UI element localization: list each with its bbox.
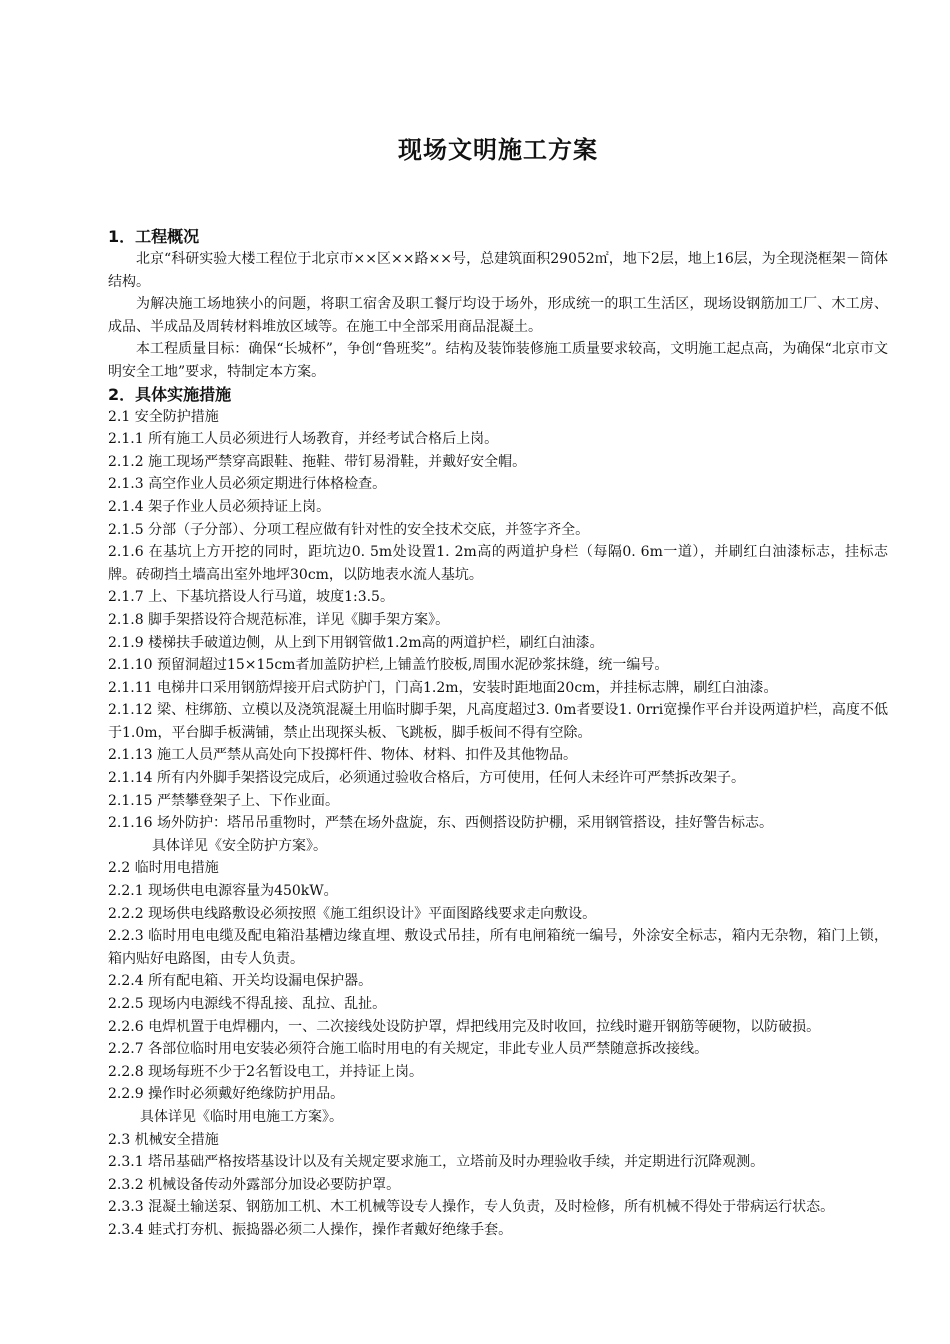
list-item: 2.2.4 所有配电箱、开关均设漏电保护器。 (108, 973, 373, 990)
list-item: 2.1.7 上、下基坑搭设人行马道，坡度1:3.5。 (108, 589, 394, 606)
section-heading-measures: 2．具体实施措施 (108, 384, 232, 404)
list-item: 2.1.16 场外防护：塔吊吊重物时，严禁在场外盘旋，东、西侧搭设防护棚，采用钢管搭设，挂好警告标志。 (108, 815, 773, 832)
list-item: 2.2.9 操作时必须戴好绝缘防护用品。 (108, 1086, 345, 1103)
list-item: 2.3.2 机械设备传动外露部分加设必要防护罩。 (108, 1176, 401, 1193)
list-item: 2.1.13 施工人员严禁从高处向下投掷杆件、物体、材料、扣件及其他物品。 (108, 747, 577, 764)
list-item: 2.1.2 施工现场严禁穿高跟鞋、拖鞋、带钉易滑鞋，并戴好安全帽。 (108, 453, 527, 470)
list-item: 2.2.7 各部位临时用电安装必须符合施工临时用电的有关规定，非此专业人员严禁随意拆改接线。 (108, 1041, 709, 1058)
list-item: 2.1.9 楼梯扶手破道边侧，从上到下用钢管做1.2m高的两道护栏，刷红白油漆。 (108, 634, 604, 651)
list-item: 2.3.1 塔吊基础严格按塔基设计以及有关规定要求施工，立塔前及时办理验收手续，并定期进行沉降观测。 (108, 1154, 765, 1171)
list-item: 2.2.2 现场供电线路敷设必须按照《施工组织设计》平面图路线要求走向敷设。 (108, 905, 597, 922)
document-title: 现场文明施工方案 (398, 136, 598, 164)
section-heading-overview: 1．工程概况 (108, 227, 200, 246)
list-item: 2.1 安全防护措施 (108, 408, 219, 425)
list-item: 2.1.12 梁、柱绑筋、立模以及浇筑混凝土用临时脚手架，凡高度超过3. 0m者要设1. 0rri宽操作平台并设两道护栏，高度不低于1.0m，平台脚手板满铺，禁止出现探头板、飞跳板，脚手板间不得有空除。 (108, 702, 888, 741)
paragraph: 本工程质量目标：确保“长城杯”，争创“鲁班奖”。结构及装饰装修施工质量要求较高，文明施工起点高，为确保“北京市文明安全工地”要求，特制定本方案。 (108, 341, 888, 380)
list-item: 2.1.8 脚手架搭设符合规范标准，详见《脚手架方案》。 (108, 611, 450, 628)
reference-note: 具体详见《安全防护方案》。 (152, 837, 327, 854)
paragraph: 为解决施工场地狭小的问题，将职工宿舍及职工餐厅均设于场外，形成统一的职工生活区，现场设钢筋加工厂、木工房、成品、半成品及周转材料堆放区域等。在施工中全部采用商品混凝土。 (108, 296, 888, 335)
list-item: 2.1.11 电梯井口采用钢筋焊接开启式防护门，门高1.2m，安装时距地面20cm，并挂标志牌，刷红白油漆。 (108, 679, 778, 696)
document-body (108, 226, 888, 1242)
list-item: 2.1.10 预留洞超过15×15cm者加盖防护栏,上铺盖竹胶板,周围水泥砂浆抹缝，统一编号。 (108, 657, 669, 674)
list-item: 2.3.3 混凝土输送泵、钢筋加工机、木工机械等设专人操作，专人负责，及时检修，所有机械不得处于带病运行状态。 (108, 1199, 835, 1216)
list-item: 2.2.6 电焊机置于电焊棚内，一、二次接线处设防护罩，焊把线用完及时收回，拉线时避开钢筋等硬物，以防破损。 (108, 1018, 821, 1035)
paragraph: 北京“科研实验大楼工程位于北京市××区××路××号，总建筑面积29052㎡，地下2层，地上16层，为全现浇框架－筒体结构。 (108, 251, 888, 290)
list-item: 2.3 机械安全措施 (108, 1131, 219, 1148)
list-item: 2.1.1 所有施工人员必须进行人场教育，并经考试合格后上岗。 (108, 431, 499, 448)
list-item: 2.1.3 高空作业人员必须定期进行体格检查。 (108, 476, 387, 493)
list-item: 2.1.14 所有内外脚手架搭设完成后，必须通过验收合格后，方可使用，任何人未经许可严禁拆改架子。 (108, 770, 745, 787)
list-item: 2.2.5 现场内电源线不得乱接、乱拉、乱扯。 (108, 996, 387, 1012)
list-item: 2.2.8 现场每班不少于2名暂设电工，并持证上岗。 (108, 1063, 423, 1080)
list-item: 2.1.15 严禁攀登架子上、下作业面。 (108, 792, 339, 809)
list-item: 2.2 临时用电措施 (108, 860, 219, 877)
list-item: 2.2.1 现场供电电源容量为450kW。 (108, 883, 338, 900)
list-item: 2.2.3 临时用电电缆及配电箱沿基槽边缘直埋、敷设式吊挂，所有电闸箱统一编号，外涂安全标志，箱内无杂物，箱门上锁，箱内贴好电路图，由专人负责。 (108, 928, 888, 967)
list-item: 2.1.4 架子作业人员必须持证上岗。 (108, 498, 331, 515)
list-item: 2.1.5 分部（子分部）、分项工程应做有针对性的安全技术交底，并签字齐全。 (108, 521, 590, 538)
list-item: 2.3.4 蛙式打夯机、振捣器必须二人操作，操作者戴好绝缘手套。 (108, 1221, 513, 1238)
reference-note: 具体详见《临时用电施工方案》。 (140, 1108, 343, 1125)
list-item: 2.1.6 在基坑上方开挖的同时，距坑边0. 5m处设置1. 2m高的两道护身栏（每隔0. 6m一道），并刷红白油漆标志，挂标志牌。砖砌挡土墙高出室外地坪30cm，以防地表水流人基坑。 (108, 544, 888, 583)
